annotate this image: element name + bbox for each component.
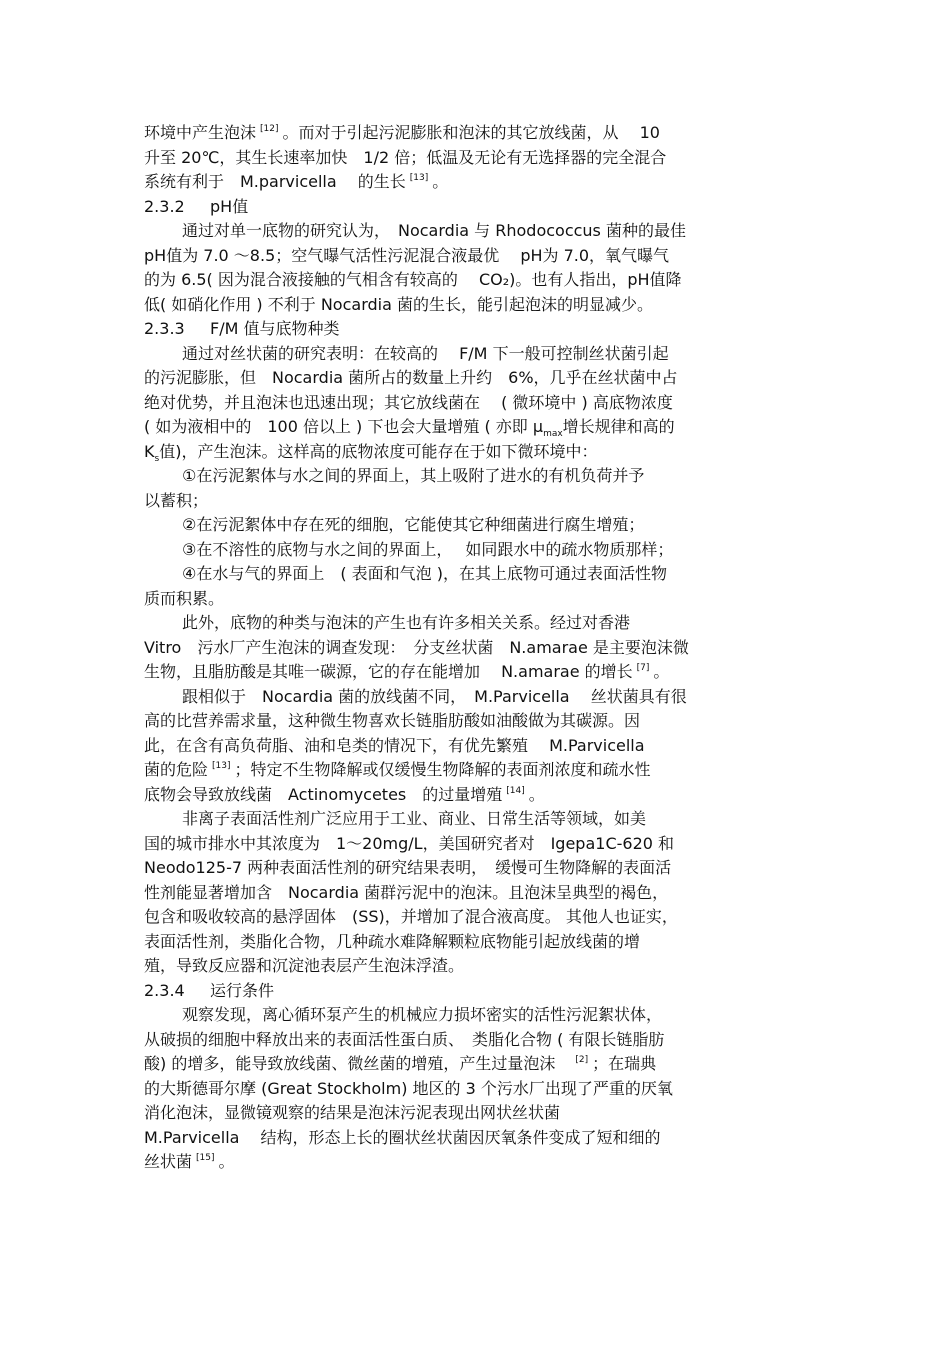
text-run: 系统有利于 M.parvicella 的生长 (144, 172, 406, 191)
text-line (144, 783, 744, 808)
text-line (144, 121, 744, 146)
list-item-continuation: 质而积累。 (144, 588, 225, 608)
list-item: ①在污泥絮体与水之间的界面上，其上吸附了进水的有机负荷并予 (182, 466, 645, 485)
subscript: max (543, 429, 563, 440)
text-line: 性剂能显著增加含 Nocardia 菌群污泥中的泡沫。且泡沫呈典型的褐色， (144, 882, 669, 902)
text-run: 酸) 的增多，能导致放线菌、微丝菌的增殖，产生过量泡沫 (144, 1054, 572, 1073)
section-heading (144, 195, 744, 220)
text-run: 丝状菌 (144, 1152, 193, 1171)
text-run: K (144, 441, 155, 461)
section-heading (144, 979, 744, 1004)
text-line: 跟相似于 Nocardia 菌的放线菌不同， M.Parvicella 丝状菌具有很 (182, 686, 687, 706)
text-run: 。 (528, 784, 545, 804)
citation: [2] (575, 1055, 589, 1065)
text-line (144, 170, 744, 195)
list-item: ④在水与气的界面上 ( 表面和气泡 )，在其上底物可通过表面活性物 (182, 564, 668, 583)
text-line: 升至 20℃，其生长速率加快 1/2 倍；低温及无论有无选择器的完全混合 (144, 147, 667, 167)
text-line: 绝对优势，并且泡沫也迅速出现；其它放线菌在 ( 微环境中 ) 高底物浓度 (144, 392, 673, 412)
text-run: 底物会导致放线菌 Actinomycetes 的过量增殖 (144, 784, 503, 804)
text-line: Neodo125-7 两种表面活性剂的研究结果表明， 缓慢可生物降解的表面活 (144, 858, 672, 877)
section-number: 2.3.3 (144, 319, 185, 338)
text-line: 的污泥膨胀，但 Nocardia 菌所占的数量上升约 6%，几乎在丝状菌中占 (144, 368, 678, 387)
text-line: 消化泡沫，显微镜观察的结果是泡沫污泥表现出网状丝状菌 (144, 1103, 561, 1122)
text-run: 值)，产生泡沫。这样高的底物浓度可能存在于如下微环境中： (159, 441, 598, 461)
text-line (144, 1052, 744, 1077)
citation: [12] (260, 124, 279, 134)
text-line: 的大斯德哥尔摩 (Great Stockholm) 地区的 3 个污水厂出现了严重的厌氧 (144, 1078, 673, 1098)
text-run: 。 (432, 172, 449, 191)
text-line: pH值为 7.0 ～8.5；空气曝气活性污泥混合液最优 pH为 7.0，氧气曝气 (144, 245, 670, 265)
text-run: ( 如为液相中的 100 倍以上 ) 下也会大量增殖 ( 亦即 μ (144, 417, 544, 436)
subscript: s (154, 453, 160, 464)
section-title: pH值 (210, 196, 249, 216)
text-line: 高的比营养需求量，这种微生物喜欢长链脂肪酸如油酸做为其碳源。因 (144, 711, 641, 730)
text-run: 生物，且脂肪酸是其唯一碳源，它的存在能增加 N.amarae 的增长 (144, 662, 633, 681)
section-number: 2.3.2 (144, 196, 185, 216)
text-line: 通过对单一底物的研究认为， Nocardia 与 Rhodococcus 菌种的最佳 (182, 221, 686, 240)
text-run: 。 (218, 1152, 235, 1171)
text-line: 表面活性剂，类脂化合物，几种疏水难降解颗粒底物能引起放线菌的增 (144, 931, 641, 951)
section-title: F/M 值与底物种类 (210, 319, 340, 338)
citation: [13] (212, 761, 231, 771)
text-line: 低( 如硝化作用 ) 不利于 Nocardia 菌的生长，能引起泡沫的明显减少。 (144, 294, 653, 314)
text-line: Vitro 污水厂产生泡沫的调查发现： 分支丝状菌 N.amarae 是主要泡沫微 (144, 637, 689, 657)
text-run: 增长规律和高的 (562, 417, 675, 436)
section-title: 运行条件 (210, 980, 275, 1000)
text-line: 此，在含有高负荷脂、油和皂类的情况下，有优先繁殖 M.Parvicella (144, 735, 645, 755)
citation: [7] (636, 663, 650, 673)
list-item-continuation: 以蓄积； (144, 490, 209, 510)
text-line: 观察发现，离心循环泵产生的机械应力损坏密实的活性污泥絮状体， (182, 1005, 663, 1024)
text-line: M.Parvicella 结构，形态上长的圈状丝状菌因厌氧条件变成了短和细的 (144, 1127, 661, 1147)
text-line: 非离子表面活性剂广泛应用于工业、商业、日常生活等领域，如美 (182, 809, 647, 828)
list-item: ③在不溶性的底物与水之间的界面上， 如同跟水中的疏水物质那样； (182, 539, 674, 559)
text-line (144, 1150, 744, 1175)
text-line (144, 415, 744, 440)
text-line: 的为 6.5( 因为混合液接触的气相含有较高的 CO₂)。也有人指出，pH值降 (144, 270, 682, 289)
text-run: 。而对于引起污泥膨胀和泡沫的其它放线菌，从 10 (282, 123, 660, 142)
text-run: 环境中产生泡沫 (144, 123, 257, 142)
citation: [15] (196, 1153, 215, 1163)
text-run: ；在瑞典 (592, 1054, 657, 1073)
text-line: 国的城市排水中其浓度为 1～20mg/L，美国研究者对 Igepa1C-620 和 (144, 833, 675, 853)
text-column (144, 121, 744, 1175)
text-line: 包含和吸收较高的悬浮固体 (SS)，并增加了混合液高度。 其他人也证实， (144, 907, 678, 926)
text-line (144, 660, 744, 685)
text-line (144, 758, 744, 783)
text-line: 殖，导致反应器和沉淀池表层产生泡沫浮渣。 (144, 956, 465, 975)
text-run: ；特定不生物降解或仅缓慢生物降解的表面剂浓度和疏水性 (234, 760, 651, 779)
citation: [14] (506, 785, 525, 796)
text-line: 此外，底物的种类与泡沫的产生也有许多相关关系。经过对香港 (182, 613, 631, 632)
citation: [13] (409, 173, 429, 183)
text-line: 从破损的细胞中释放出来的表面活性蛋白质、 类脂化合物 ( 有限长链脂肪 (144, 1029, 665, 1049)
section-number: 2.3.4 (144, 980, 185, 1000)
text-line: 通过对丝状菌的研究表明：在较高的 F/M 下一般可控制丝状菌引起 (182, 343, 669, 363)
text-line (144, 440, 744, 465)
list-item: ②在污泥絮体中存在死的细胞，它能使其它种细菌进行腐生增殖； (182, 515, 645, 534)
text-run: 。 (653, 662, 670, 681)
text-run: 菌的危险 (144, 760, 209, 779)
section-heading (144, 317, 744, 342)
